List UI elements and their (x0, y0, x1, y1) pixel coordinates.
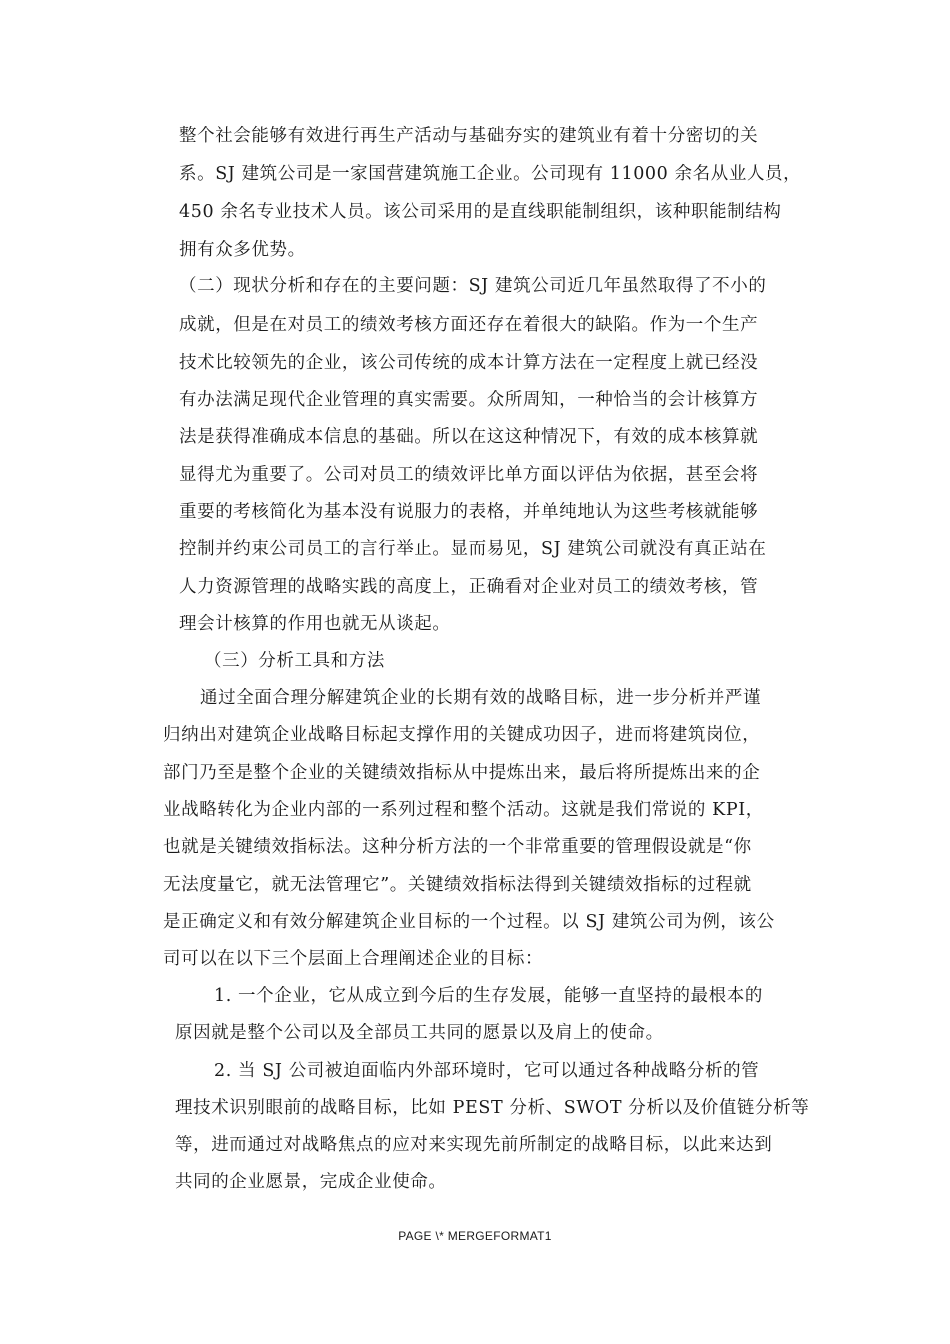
paragraph-3-line-3: 部门乃至是整个企业的关键绩效指标从中提炼出来，最后将所提炼出来的企 (163, 763, 761, 783)
paragraph-2-line-8: 控制并约束公司员工的言行举止。显而易见，SJ 建筑公司就没有真正站在 (179, 539, 767, 559)
section-heading-3: （三）分析工具和方法 (204, 651, 385, 671)
paragraph-2-line-2: 成就，但是在对员工的绩效考核方面还存在着很大的缺陷。作为一个生产 (179, 315, 759, 335)
paragraph-1-line-1: 整个社会能够有效进行再生产活动与基础夯实的建筑业有着十分密切的关 (179, 126, 759, 146)
paragraph-2-line-9: 人力资源管理的战略实践的高度上，正确看对企业对员工的绩效考核，管 (179, 577, 759, 597)
paragraph-2-line-1: （二）现状分析和存在的主要问题：SJ 建筑公司近几年虽然取得了不小的 (179, 276, 767, 296)
paragraph-3-line-6: 无法度量它，就无法管理它”。关键绩效指标法得到关键绩效指标的过程就 (163, 875, 752, 895)
paragraph-1-line-3: 450 余名专业技术人员。该公司采用的是直线职能制组织，该种职能制结构 (179, 202, 782, 222)
paragraph-3-line-8: 司可以在以下三个层面上合理阐述企业的目标： (163, 949, 544, 969)
paragraph-2-line-5: 法是获得准确成本信息的基础。所以在这这种情况下，有效的成本核算就 (179, 427, 759, 447)
list-item-2-line-1: 2. 当 SJ 公司被迫面临内外部环境时，它可以通过各种战略分析的管 (214, 1061, 760, 1081)
paragraph-1-line-4: 拥有众多优势。 (179, 240, 306, 260)
paragraph-3-line-1: 通过全面合理分解建筑企业的长期有效的战略目标，进一步分析并严谨 (200, 688, 762, 708)
paragraph-2-line-10: 理会计核算的作用也就无从谈起。 (179, 614, 451, 634)
paragraph-2-line-6: 显得尤为重要了。公司对员工的绩效评比单方面以评估为依据，甚至会将 (179, 465, 759, 485)
paragraph-2-line-4: 有办法满足现代企业管理的真实需要。众所周知，一种恰当的会计核算方 (179, 390, 759, 410)
paragraph-3-line-5: 也就是关键绩效指标法。这种分析方法的一个非常重要的管理假设就是“你 (163, 837, 752, 857)
list-item-1-line-2: 原因就是整个公司以及全部员工共同的愿景以及肩上的使命。 (175, 1023, 664, 1043)
paragraph-2-line-3: 技术比较领先的企业，该公司传统的成本计算方法在一定程度上就已经没 (179, 353, 759, 373)
list-item-2-line-2: 理技术识别眼前的战略目标，比如 PEST 分析、SWOT 分析以及价值链分析等 (175, 1098, 810, 1118)
paragraph-3-line-7: 是正确定义和有效分解建筑企业目标的一个过程。以 SJ 建筑公司为例，该公 (163, 912, 775, 932)
paragraph-2-line-7: 重要的考核简化为基本没有说服力的表格，并单纯地认为这些考核就能够 (179, 502, 759, 522)
page-number-field: PAGE \* MERGEFORMAT1 (398, 1229, 552, 1243)
list-item-2-line-4: 共同的企业愿景，完成企业使命。 (175, 1172, 447, 1192)
paragraph-1-line-2: 系。SJ 建筑公司是一家国营建筑施工企业。公司现有 11000 余名从业人员， (179, 164, 802, 184)
list-item-1-line-1: 1. 一个企业，它从成立到今后的生存发展，能够一直坚持的最根本的 (214, 986, 763, 1006)
paragraph-3-line-4: 业战略转化为企业内部的一系列过程和整个活动。这就是我们常说的 KPI， (163, 800, 764, 820)
paragraph-3-line-2: 归纳出对建筑企业战略目标起支撑作用的关键成功因子，进而将建筑岗位， (163, 725, 761, 745)
list-item-2-line-3: 等，进而通过对战略焦点的应对来实现先前所制定的战略目标，以此来达到 (175, 1135, 773, 1155)
